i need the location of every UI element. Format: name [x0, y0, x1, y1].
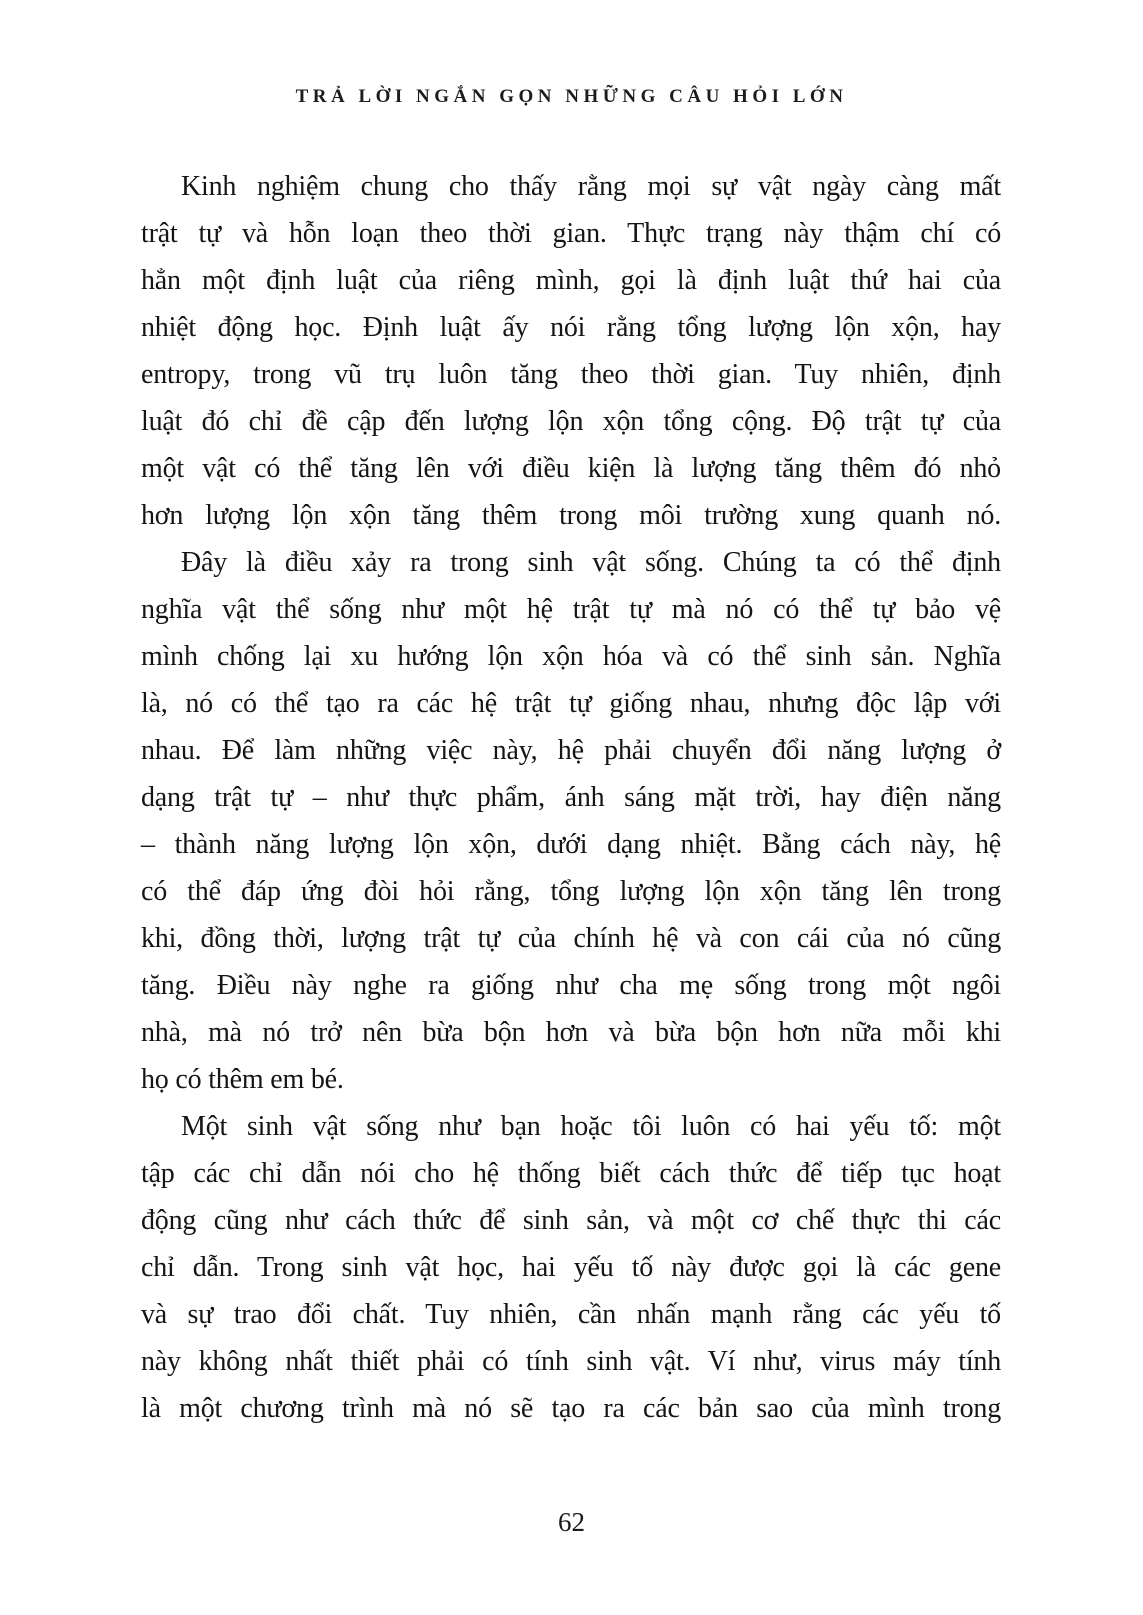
text-line: chỉ dẫn. Trong sinh vật học, hai yếu tố này được gọi là các gene	[141, 1252, 1001, 1283]
text-line: Một sinh vật sống như bạn hoặc tôi luôn có hai yếu tố: một	[181, 1111, 1001, 1142]
text-line: là một chương trình mà nó sẽ tạo ra các bản sao của mình trong	[141, 1393, 1001, 1424]
text-line: hẳn một định luật của riêng mình, gọi là định luật thứ hai của	[141, 265, 1001, 296]
text-line: khi, đồng thời, lượng trật tự của chính hệ và con cái của nó cũng	[141, 923, 1001, 954]
text-line: tập các chỉ dẫn nói cho hệ thống biết cách thức để tiếp tục hoạt	[141, 1158, 1001, 1189]
text-line: nhiệt động học. Định luật ấy nói rằng tổng lượng lộn xộn, hay	[141, 312, 1001, 343]
text-line: Kinh nghiệm chung cho thấy rằng mọi sự vật ngày càng mất	[181, 171, 1001, 202]
text-line: Đây là điều xảy ra trong sinh vật sống. Chúng ta có thể định	[181, 547, 1001, 578]
text-line: có thể đáp ứng đòi hỏi rằng, tổng lượng lộn xộn tăng lên trong	[141, 876, 1001, 907]
text-line: động cũng như cách thức để sinh sản, và một cơ chế thực thi các	[141, 1205, 1001, 1236]
text-line: nhà, mà nó trở nên bừa bộn hơn và bừa bộn hơn nữa mỗi khi	[141, 1017, 1001, 1048]
page-number: 62	[558, 1507, 585, 1537]
text-line: và sự trao đổi chất. Tuy nhiên, cần nhấn mạnh rằng các yếu tố	[141, 1299, 1001, 1330]
text-line: một vật có thể tăng lên với điều kiện là lượng tăng thêm đó nhỏ	[141, 453, 1001, 484]
text-line: là, nó có thể tạo ra các hệ trật tự giống nhau, nhưng độc lập với	[141, 688, 1001, 719]
page-body	[141, 163, 1001, 1432]
text-line: luật đó chỉ đề cập đến lượng lộn xộn tổng cộng. Độ trật tự của	[141, 406, 1001, 437]
text-line: entropy, trong vũ trụ luôn tăng theo thời gian. Tuy nhiên, định	[141, 359, 1001, 390]
text-line: hơn lượng lộn xộn tăng thêm trong môi trường xung quanh nó.	[141, 500, 1001, 531]
running-header: TRẢ LỜI NGẮN GỌN NHỮNG CÂU HỎI LỚN	[295, 86, 848, 107]
text-line: họ có thêm em bé.	[141, 1064, 344, 1095]
text-line: trật tự và hỗn loạn theo thời gian. Thực trạng này thậm chí có	[141, 218, 1001, 249]
text-line: dạng trật tự – như thực phẩm, ánh sáng mặt trời, hay điện năng	[141, 782, 1001, 813]
text-line: mình chống lại xu hướng lộn xộn hóa và có thể sinh sản. Nghĩa	[141, 641, 1001, 672]
text-line: – thành năng lượng lộn xộn, dưới dạng nhiệt. Bằng cách này, hệ	[141, 829, 1001, 860]
text-line: nhau. Để làm những việc này, hệ phải chuyển đổi năng lượng ở	[141, 735, 1001, 766]
text-line: tăng. Điều này nghe ra giống như cha mẹ sống trong một ngôi	[141, 970, 1001, 1001]
text-line: này không nhất thiết phải có tính sinh vật. Ví như, virus máy tính	[141, 1346, 1001, 1377]
text-line: nghĩa vật thể sống như một hệ trật tự mà nó có thể tự bảo vệ	[141, 594, 1001, 625]
